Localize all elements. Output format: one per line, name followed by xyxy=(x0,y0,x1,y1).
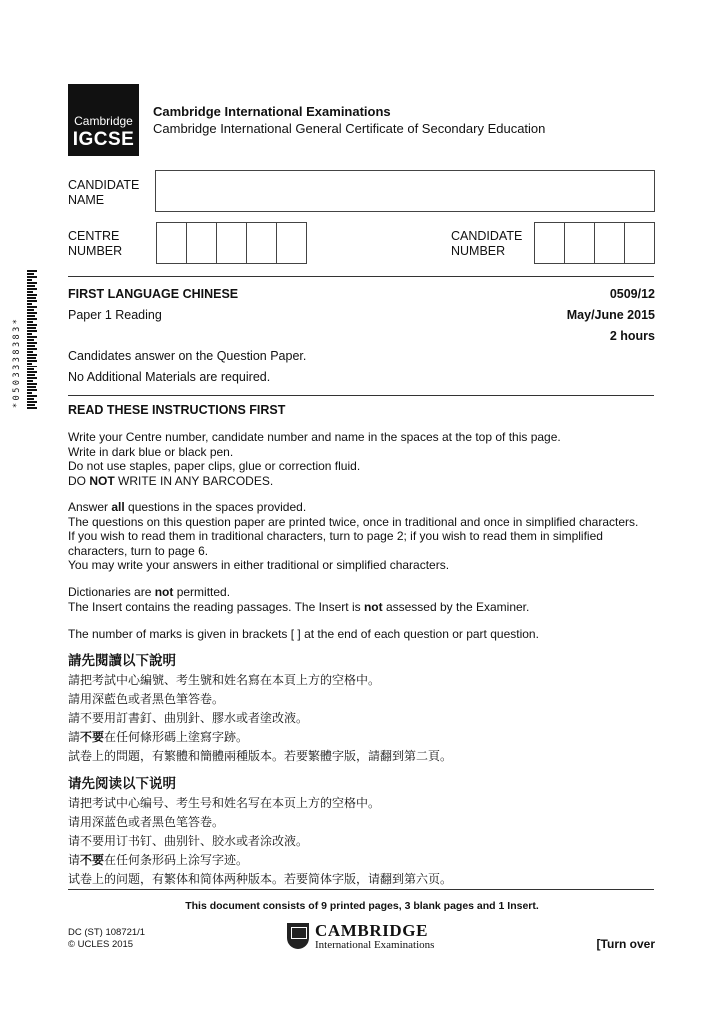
footer-reference xyxy=(68,927,145,951)
exam-board-subtitle: Cambridge International General Certificate of Secondary Education xyxy=(153,121,546,136)
barcode xyxy=(27,270,37,410)
centre-digit-box[interactable] xyxy=(156,222,187,264)
copyright: © UCLES 2015 xyxy=(68,939,134,950)
text-rest: questions in the spaces provided. xyxy=(124,500,307,514)
text-rest: WRITE IN ANY BARCODES. xyxy=(114,473,274,488)
divider xyxy=(68,889,654,890)
text-do: DO xyxy=(68,473,90,488)
centre-digit-box[interactable] xyxy=(276,222,307,264)
subject-title: FIRST LANGUAGE CHINESE xyxy=(68,287,239,301)
instruction-line-insert xyxy=(68,600,529,615)
traditional-line: 請把考試中心編號、考生號和姓名寫在本頁上方的空格中。 xyxy=(68,673,381,687)
text: 請 xyxy=(68,730,81,744)
paper-code: 0509/12 xyxy=(609,287,655,301)
divider xyxy=(68,276,654,277)
text-rest: assessed by the Examiner. xyxy=(382,599,530,614)
text-not-bold: not xyxy=(154,585,174,599)
exam-duration: 2 hours xyxy=(609,329,655,343)
instructions-block2 xyxy=(68,500,638,573)
traditional-line-barcode xyxy=(68,728,452,747)
centre-number-label xyxy=(68,229,122,259)
candidate-name-label-line2: NAME xyxy=(68,193,105,207)
instructions-block3 xyxy=(68,585,529,614)
candidate-number-label-line2: NUMBER xyxy=(451,244,506,258)
candidate-digit-box[interactable] xyxy=(624,222,655,264)
text-not-bold: NOT xyxy=(89,473,115,488)
instruction-line: The questions on this question paper are printed twice, once in traditional and once in simplified characters. xyxy=(68,514,639,529)
instruction-marks xyxy=(68,627,539,642)
traditional-line: 請用深藍色或者黑色筆答卷。 xyxy=(68,692,225,706)
instruction-line: characters, turn to page 6. xyxy=(68,543,209,558)
centre-digit-box[interactable] xyxy=(216,222,247,264)
centre-digit-box[interactable] xyxy=(186,222,217,264)
traditional-heading: 請先閱讀以下說明 xyxy=(68,653,176,669)
text-not-bold: not xyxy=(363,599,383,614)
igcse-logo xyxy=(68,84,139,156)
candidate-digit-box[interactable] xyxy=(534,222,565,264)
simplified-heading: 请先阅读以下说明 xyxy=(68,776,176,792)
cambridge-wordmark: CAMBRIDGE xyxy=(315,921,429,940)
turn-over: [Turn over xyxy=(596,937,655,951)
text-insert: The Insert contains the reading passages. The Insert is xyxy=(68,599,364,614)
instruction-line: The number of marks is given in brackets [ ] at the end of each question or part question. xyxy=(68,627,539,641)
text-rest: permitted. xyxy=(173,585,231,599)
text: 请 xyxy=(68,853,81,867)
instruction-line: Do not use staples, paper clips, glue or correction fluid. xyxy=(68,459,361,474)
traditional-line: 請不要用訂書釘、曲別針、膠水或者塗改液。 xyxy=(68,711,309,725)
candidate-number-label-line1: CANDIDATE xyxy=(451,229,523,243)
candidate-digit-box[interactable] xyxy=(594,222,625,264)
instructions-heading: READ THESE INSTRUCTIONS FIRST xyxy=(68,403,286,417)
simplified-line: 请用深蓝色或者黑色笔答卷。 xyxy=(68,815,225,829)
simplified-line: 试卷上的问题，有繁体和简体两种版本。若要简体字版，请翻到第六页。 xyxy=(68,872,453,886)
document-reference: DC (ST) 108721/1 xyxy=(68,927,146,938)
text: 在任何条形码上涂写字迹。 xyxy=(104,853,249,867)
candidate-number-boxes[interactable] xyxy=(535,222,655,264)
candidate-digit-box[interactable] xyxy=(564,222,595,264)
materials-line1: Candidates answer on the Question Paper. xyxy=(68,349,307,363)
exam-board-title: Cambridge International Examinations xyxy=(153,104,391,119)
instruction-line: Write in dark blue or black pen. xyxy=(68,444,234,459)
simplified-line: 请把考试中心编号、考生号和姓名写在本页上方的空格中。 xyxy=(68,796,381,810)
logo-line-cambridge: Cambridge xyxy=(74,114,133,128)
instruction-line-barcodes xyxy=(68,474,561,489)
cambridge-crest-icon xyxy=(287,923,309,949)
instruction-line: Write your Centre number, candidate number and name in the spaces at the top of this page. xyxy=(68,430,561,444)
text-dict: Dictionaries are xyxy=(68,585,155,599)
centre-digit-box[interactable] xyxy=(246,222,277,264)
instruction-line-answer-all xyxy=(68,500,638,515)
cambridge-subtitle: International Examinations xyxy=(315,939,435,951)
text-bold: 不要 xyxy=(80,730,105,744)
instructions-block1 xyxy=(68,430,561,488)
text-all-bold: all xyxy=(111,500,125,514)
text-answer: Answer xyxy=(68,500,112,514)
simplified-instructions xyxy=(68,775,452,889)
centre-number-boxes[interactable] xyxy=(157,222,307,264)
centre-number-label-line2: NUMBER xyxy=(68,244,123,258)
divider xyxy=(68,395,654,396)
simplified-line: 请不要用订书钉、曲别针、胶水或者涂改液。 xyxy=(68,834,309,848)
logo-line-igcse: IGCSE xyxy=(72,129,135,150)
instruction-line: If you wish to read them in traditional characters, turn to page 2; if you wish to read them in simplified xyxy=(68,529,603,544)
text-bold: 不要 xyxy=(80,853,105,867)
exam-session: May/June 2015 xyxy=(566,308,655,322)
barcode-text-wrap xyxy=(12,272,24,408)
simplified-line-barcode xyxy=(68,851,452,870)
text: 在任何條形碼上塗寫字跡。 xyxy=(104,730,249,744)
traditional-instructions xyxy=(68,652,452,766)
paper-name: Paper 1 Reading xyxy=(68,308,162,322)
barcode-text: *0503338383* xyxy=(12,316,22,408)
materials-line2: No Additional Materials are required. xyxy=(68,370,271,384)
candidate-name-field[interactable] xyxy=(155,170,655,212)
instruction-line: You may write your answers in either traditional or simplified characters. xyxy=(68,558,450,573)
candidate-name-label-line1: CANDIDATE xyxy=(68,178,140,192)
instruction-line-dictionaries xyxy=(68,585,529,600)
page-count-note: This document consists of 9 printed pages, 3 blank pages and 1 Insert. xyxy=(185,900,539,912)
candidate-number-label xyxy=(451,229,522,259)
traditional-line: 試卷上的問題，有繁體和簡體兩種版本。若要繁體字版，請翻到第二頁。 xyxy=(68,749,453,763)
centre-number-label-line1: CENTRE xyxy=(68,229,120,243)
candidate-name-label xyxy=(68,178,139,208)
